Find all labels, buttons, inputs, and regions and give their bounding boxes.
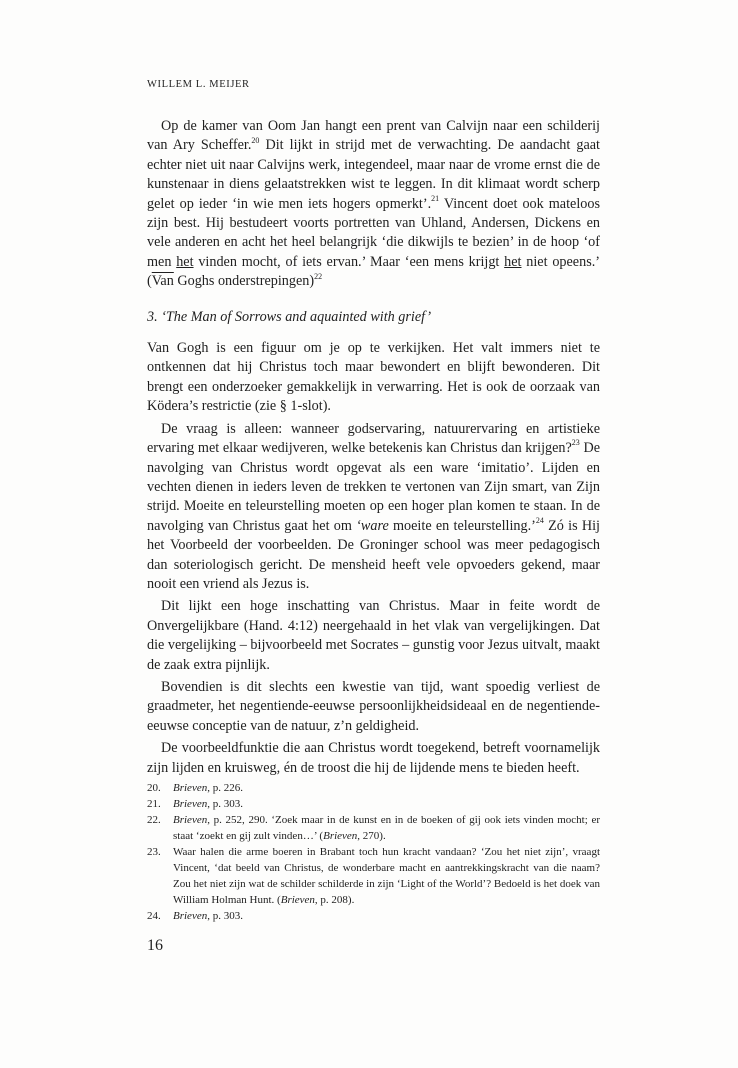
underlined-word: het	[176, 253, 194, 270]
text-run: De navolging van Christus wordt opgevat als een ware ‘imitatio’. Lijden en vechten dienen in ieders leven de trekken te vertonen van Zijn smart, van Zijn strijd. Moeite en teleurstelling moeten op een hoger plan komen te staan. In de navolging van Christus gaat het om	[147, 440, 600, 534]
underlined-word: het	[504, 253, 522, 270]
section-title-text: ‘The Man of Sorrows and aquainted with grief’	[161, 308, 432, 325]
citation-ref: , p. 208).	[314, 894, 355, 906]
footnote-text	[173, 844, 600, 908]
footnote-ref-24: 24	[535, 515, 544, 525]
paragraph-4: Dit lijkt een hoge inschatting van Christus. Maar in feite wordt de Onvergelijkbare (Hand. 4:12) neergehaald in het vlak van vergelijkingen. Dat die vergelijking – bijvoorbeeld met Socrates – gunstig voor Jezus uitvalt, maakt de zaak extra pijnlijk.	[147, 598, 600, 673]
text-run: niet opeens.’ (	[147, 253, 600, 290]
text-run: Zó is Hij het Voorbeeld der voorbeelden. De Groninger school was meer pedagogisch dan soteriologisch gericht. De mensheid heeft vele opvoeders gekend, maar nooit een vriend als Jezus is.	[147, 517, 601, 592]
citation-ref: , p. 226.	[207, 782, 243, 794]
footnote-number: 22.	[147, 814, 161, 826]
citation-title: Brieven	[323, 830, 358, 842]
text-run: Vincent doet ook mateloos zijn best. Hij bestudeert voorts portretten van Uhland, Andersen, Dickens en vele anderen en acht het heel belangrijk ‘die dikwijls te bezien’ in de hoop ‘of men	[147, 195, 600, 270]
footnote-number: 20.	[147, 782, 161, 794]
citation-title: Brieven	[173, 782, 208, 794]
footnote-23	[147, 844, 600, 908]
overlined-word: $\overline{Van}$	[151, 273, 174, 290]
footnote-text	[173, 796, 600, 812]
page-number: 16	[147, 937, 163, 954]
footnote-24	[147, 908, 600, 924]
footnote-number: 21.	[147, 798, 161, 810]
text-run: Op de kamer van Oom Jan hangt een prent van Calvijn naar een schilderij van Ary Scheffer.	[147, 118, 600, 154]
footnote-ref-21: 21	[431, 193, 440, 203]
footnote-20	[147, 780, 600, 796]
footnote-number: 24.	[147, 910, 161, 922]
footnote-ref-20: 20	[251, 135, 260, 145]
footnote-text	[173, 812, 600, 844]
section-heading	[147, 308, 600, 327]
footnote-body: Waar halen die arme boeren in Brabant toch hun kracht vandaan? ‘Zou het niet zijn’, vraagt Vincent, ‘dat beeld van Christus, de wonderbare macht en aantrekkingskracht van die naam? Zou het niet zijn wat de schilder schilderde in zijn ‘Light of the World’? Bedoeld is het doek van William Holman Hunt. (	[173, 846, 600, 906]
text-run: Dit lijkt in strijd met de verwachting. De aandacht gaat echter niet uit naar Calvijns werk, integendeel, maar naar de vrome ernst die de kunstenaar in diens gelaatstrekken wist te leggen. In dit klimaat wordt scherp gelet op ieder ‘in wie men iets hogers opmerkt’.	[147, 137, 600, 212]
paragraph-2: Van Gogh is een figuur om je op te verkijken. Het valt immers niet te ontkennen dat hij Christus toch maar bewondert en blijft bewonderen. Dit brengt een onderzoeker gemakkelijk in verwarring. Het is ook de oorzaak van Ködera’s restrictie (zie § 1-slot).	[147, 340, 600, 415]
text-run: moeite en teleurstelling.’	[388, 517, 536, 534]
text-run: De vraag is alleen: wanneer godservaring, natuurervaring en artistieke ervaring met elkaar wedijveren, welke betekenis kan Christus dan krijgen?	[147, 420, 600, 457]
citation-ref: , p. 252, 290. ‘Zoek maar in de kunst en in de boeken of gij ook iets vinden mocht; er staat ‘zoekt en gij zult vinden…’ (	[173, 814, 600, 842]
paragraph-6: De voorbeeldfunktie die aan Christus wordt toegekend, betreft voornamelijk zijn lijden en kruisweg, én de troost die hij de lijdende mens te bieden heeft.	[147, 740, 600, 776]
citation-title: Brieven	[280, 894, 315, 906]
main-text	[147, 117, 600, 778]
footnote-22	[147, 812, 600, 844]
text-run: vinden mocht, of iets ervan.’ Maar ‘een mens krijgt	[193, 253, 505, 270]
footnote-text	[173, 780, 600, 796]
citation-title: Brieven	[173, 798, 208, 810]
footnote-21	[147, 796, 600, 812]
citation-title: Brieven	[173, 910, 208, 922]
section-number: 3.	[147, 308, 158, 325]
footnote-number: 23.	[147, 846, 161, 858]
citation-ref: , 270).	[357, 830, 386, 842]
footnote-ref-22: 22	[314, 271, 323, 281]
running-head: WILLEM L. MEIJER	[147, 79, 250, 90]
citation-title: Brieven	[173, 814, 208, 826]
emphasis-word: ‘ware	[356, 517, 389, 534]
citation-ref: , p. 303.	[207, 910, 243, 922]
footnote-text	[173, 908, 600, 924]
paragraph-5: Bovendien is dit slechts een kwestie van tijd, want spoedig verliest de graadmeter, het negentiende-eeuwse persoonlijkheidsideaal en de negentiende-eeuwse conceptie van de natuur, z’n geldigheid.	[147, 678, 600, 734]
paragraph-1	[147, 117, 600, 292]
paragraph-3	[147, 420, 600, 595]
citation-ref: , p. 303.	[207, 798, 243, 810]
footnotes	[147, 780, 600, 924]
text-run: Goghs onderstrepingen)	[173, 273, 315, 290]
footnote-ref-23: 23	[571, 438, 580, 448]
